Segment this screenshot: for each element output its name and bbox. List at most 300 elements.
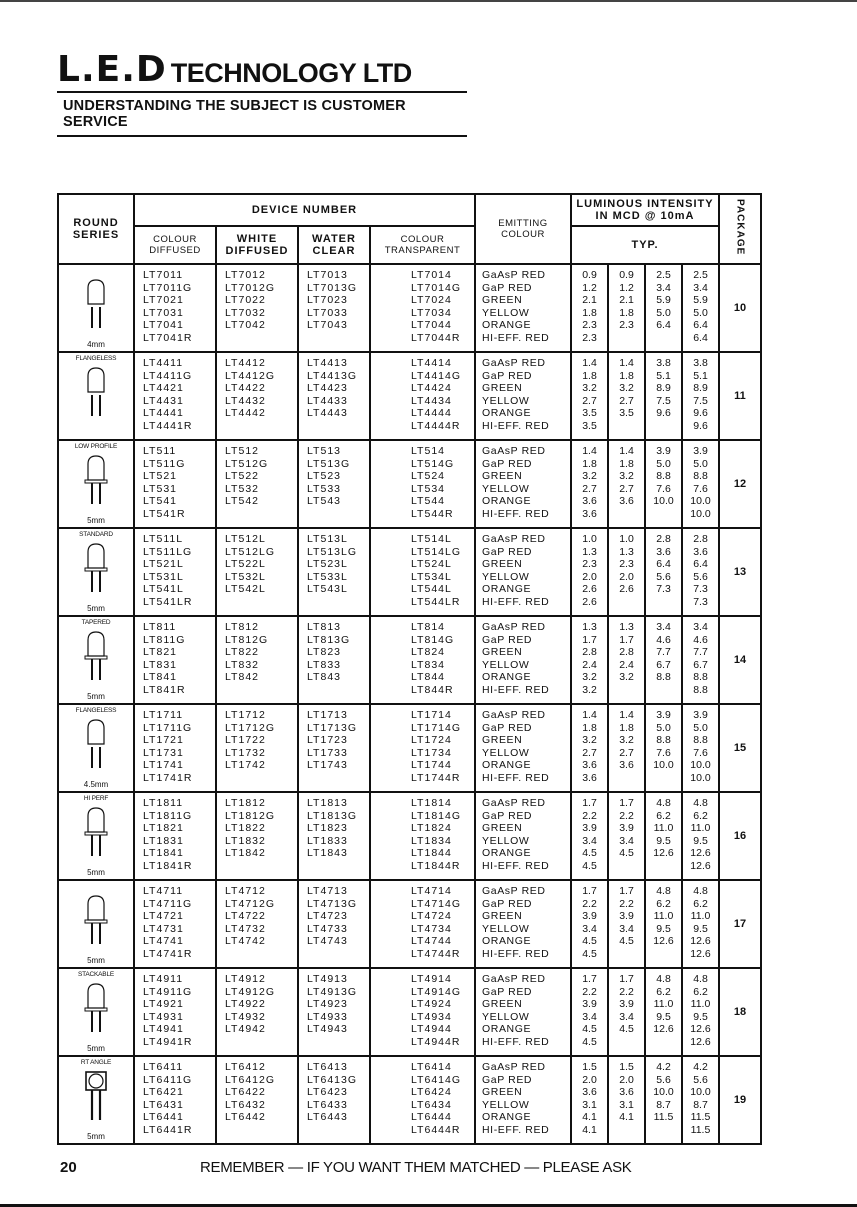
cell-value: LT4912G <box>225 985 275 998</box>
cell-value: 1.7 <box>582 973 597 985</box>
cell-value: 3.4 <box>656 621 671 633</box>
cell-value: LT7032 <box>225 306 266 319</box>
cell-value: 11.0 <box>690 998 711 1011</box>
cell-value: 4.5 <box>582 1035 597 1048</box>
cell-value: LT4433 <box>307 394 348 407</box>
cell-value: 3.2 <box>582 382 597 395</box>
logo-letters: L.E.D <box>57 49 167 90</box>
luminous-intensity-cell <box>645 352 682 440</box>
cell-value: 4.5 <box>582 859 597 872</box>
cell-value: 0.9 <box>582 269 597 281</box>
cell-value: 1.3 <box>582 621 597 633</box>
cell-value: HI-EFF. RED <box>482 771 550 784</box>
cell-value: 4.8 <box>656 973 671 985</box>
cell-value: 4.1 <box>619 1111 634 1124</box>
cell-value: LT4922 <box>225 998 266 1011</box>
emitting-colour-cell <box>475 880 571 968</box>
emitting-colour-cell <box>475 440 571 528</box>
cell-value: LT1712G <box>225 721 275 734</box>
divider <box>57 135 467 137</box>
white-diffused-cell <box>216 616 298 704</box>
cell-value: 1.4 <box>619 357 634 369</box>
cell-value: LT1741 <box>143 759 184 772</box>
luminous-intensity-cell <box>645 616 682 704</box>
cell-value: LT541LR <box>143 595 193 608</box>
cell-value: 1.8 <box>619 369 634 382</box>
cell-value: LT1813 <box>307 797 348 809</box>
emitting-colour-cell <box>475 704 571 792</box>
header-water-clear: WATER CLEAR <box>298 226 370 264</box>
cell-value: 3.2 <box>582 683 597 696</box>
luminous-intensity-cell <box>682 968 719 1056</box>
colour-transparent-cell <box>370 968 475 1056</box>
size-label: 5mm <box>87 956 105 965</box>
cell-value: 2.7 <box>619 482 634 495</box>
luminous-intensity-cell <box>571 704 608 792</box>
cell-value: LT4942 <box>225 1023 266 1036</box>
luminous-intensity-cell <box>571 792 608 880</box>
cell-value: 3.9 <box>656 445 671 457</box>
cell-value: LT843 <box>307 671 341 684</box>
header-typ: TYP. <box>571 226 719 264</box>
package-number: 18 <box>719 968 761 1056</box>
cell-value: LT1743 <box>307 759 348 772</box>
cell-value: 4.8 <box>656 797 671 809</box>
colour-transparent-cell <box>370 880 475 968</box>
led-flanged-icon <box>83 894 109 946</box>
cell-value: LT1813G <box>307 809 357 822</box>
luminous-intensity-cell <box>682 880 719 968</box>
cell-value: LT4441R <box>143 419 193 432</box>
cell-value: LT1821 <box>143 822 184 835</box>
cell-value: 2.7 <box>582 482 597 495</box>
header-device-number: DEVICE NUMBER <box>134 194 475 226</box>
cell-value: YELLOW <box>482 658 530 671</box>
cell-value: LT514 <box>411 445 445 457</box>
cell-value: 2.3 <box>582 331 597 344</box>
cell-value: LT1811 <box>143 797 184 809</box>
cell-value: LT1744 <box>411 759 452 772</box>
cell-value: 12.6 <box>690 847 711 860</box>
size-label: 5mm <box>87 868 105 877</box>
size-label: 5mm <box>87 1132 105 1141</box>
cell-value: LT6441 <box>143 1111 184 1124</box>
cell-value: 4.6 <box>693 633 708 646</box>
cell-value: LT522 <box>225 470 259 483</box>
cell-value: 1.5 <box>582 1061 597 1073</box>
cell-value: LT812 <box>225 621 259 633</box>
cell-value: 2.5 <box>656 269 671 281</box>
cell-value: LT1844 <box>411 847 452 860</box>
series-cell <box>58 352 134 440</box>
colour-transparent-cell <box>370 264 475 352</box>
cell-value: LT531 <box>143 482 177 495</box>
cell-value: LT7041R <box>143 331 193 344</box>
cell-value: LT811 <box>143 621 177 633</box>
cell-value: LT6444 <box>411 1111 452 1124</box>
cell-value: LT1711 <box>143 709 184 721</box>
cell-value: ORANGE <box>482 583 532 596</box>
cell-value: LT514G <box>411 457 455 470</box>
cell-value: 3.4 <box>656 281 671 294</box>
cell-value: 8.8 <box>693 671 708 684</box>
cell-value: 1.8 <box>582 457 597 470</box>
cell-value: 3.2 <box>582 470 597 483</box>
cell-value: LT7041 <box>143 319 184 332</box>
cell-value: 3.4 <box>693 281 708 294</box>
cell-value: 5.1 <box>656 369 671 382</box>
cell-value: 3.4 <box>582 922 597 935</box>
cell-value: YELLOW <box>482 1010 530 1023</box>
cell-value: HI-EFF. RED <box>482 1035 550 1048</box>
cell-value: 5.0 <box>656 721 671 734</box>
cell-value <box>609 508 644 521</box>
cell-value: 4.5 <box>582 1023 597 1036</box>
cell-value: LT512 <box>225 445 259 457</box>
luminous-intensity-cell <box>608 352 645 440</box>
table-row <box>58 616 761 704</box>
cell-value: 3.9 <box>693 709 708 721</box>
cell-value: GaP RED <box>482 457 533 470</box>
cell-value: 10.0 <box>653 1086 674 1099</box>
cell-value: 4.5 <box>619 1023 634 1036</box>
cell-value: ORANGE <box>482 495 532 508</box>
cell-value <box>646 772 681 785</box>
cell-value: LT4911 <box>143 973 184 985</box>
cell-value: LT513LG <box>307 545 357 558</box>
footer-slogan: REMEMBER — IF YOU WANT THEM MATCHED — PLEASE ASK <box>200 1159 632 1176</box>
logo <box>57 48 467 88</box>
water-clear-cell <box>298 440 370 528</box>
brand-header <box>57 48 467 137</box>
cell-value: LT4924 <box>411 998 452 1011</box>
luminous-intensity-cell <box>571 880 608 968</box>
cell-value: 1.2 <box>582 281 597 294</box>
luminous-intensity-cell <box>571 616 608 704</box>
cell-value: 6.2 <box>656 897 671 910</box>
cell-value: LT1822 <box>225 822 266 835</box>
colour-diffused-cell <box>134 968 216 1056</box>
cell-value: 7.5 <box>693 394 708 407</box>
cell-value: 1.4 <box>582 445 597 457</box>
cell-value: LT4422 <box>225 382 266 395</box>
cell-value: 8.7 <box>656 1098 671 1111</box>
cell-value: LT1841R <box>143 859 193 872</box>
cell-value: GREEN <box>482 998 523 1011</box>
package-number: 17 <box>719 880 761 968</box>
cell-value: 10.0 <box>690 759 711 772</box>
cell-value: LT4441 <box>143 407 184 420</box>
cell-value: LT6444R <box>411 1123 461 1136</box>
emitting-colour-cell <box>475 968 571 1056</box>
colour-transparent-cell <box>370 1056 475 1144</box>
cell-value: GaP RED <box>482 633 533 646</box>
cell-value: ORANGE <box>482 1023 532 1036</box>
cell-value: 4.2 <box>693 1061 708 1073</box>
cell-value: 2.2 <box>619 897 634 910</box>
cell-value: 7.5 <box>656 394 671 407</box>
cell-value: 2.2 <box>619 985 634 998</box>
cell-value: 8.8 <box>656 671 671 684</box>
led-rt-angle-icon <box>83 1070 109 1122</box>
cell-value: LT4721 <box>143 910 184 923</box>
led-flangeless-icon <box>83 366 109 418</box>
water-clear-cell <box>298 352 370 440</box>
table-row <box>58 880 761 968</box>
table-row <box>58 792 761 880</box>
cell-value: 7.3 <box>693 583 708 596</box>
cell-value: 1.0 <box>582 533 597 545</box>
white-diffused-cell <box>216 968 298 1056</box>
cell-value: 2.7 <box>582 746 597 759</box>
luminous-intensity-cell <box>645 968 682 1056</box>
cell-value: LT4943 <box>307 1023 348 1036</box>
cell-value: LT6421 <box>143 1086 184 1099</box>
cell-value: GaP RED <box>482 1073 533 1086</box>
cell-value: 5.9 <box>693 294 708 307</box>
cell-value: 3.4 <box>582 1010 597 1023</box>
cell-value: LT513L <box>307 533 348 545</box>
cell-value: LT831 <box>143 658 177 671</box>
cell-value: 2.8 <box>582 646 597 659</box>
cell-value: LT4711G <box>143 897 193 910</box>
cell-value: LT7042 <box>225 319 266 332</box>
cell-value: 4.8 <box>693 885 708 897</box>
cell-value: LT544 <box>411 495 445 508</box>
cell-value: 3.4 <box>582 834 597 847</box>
cell-value: 9.6 <box>656 407 671 420</box>
cell-value: 1.8 <box>582 721 597 734</box>
cell-value: 4.8 <box>693 797 708 809</box>
cell-value: LT1731 <box>143 746 184 759</box>
cell-value: 6.2 <box>656 985 671 998</box>
cell-value: LT4713 <box>307 885 348 897</box>
cell-value: LT4714G <box>411 897 461 910</box>
cell-value: YELLOW <box>482 1098 530 1111</box>
cell-value <box>646 420 681 433</box>
cell-value: LT512LG <box>225 545 275 558</box>
series-cell <box>58 528 134 616</box>
cell-value: LT523L <box>307 558 348 571</box>
cell-value: LT1841 <box>143 847 184 860</box>
cell-value: 9.5 <box>656 1010 671 1023</box>
cell-value: LT4941R <box>143 1035 193 1048</box>
colour-diffused-cell <box>134 1056 216 1144</box>
cell-value <box>646 1036 681 1049</box>
cell-value: 8.8 <box>693 683 708 696</box>
series-label: LOW PROFILE <box>74 443 118 450</box>
cell-value: 6.2 <box>656 809 671 822</box>
cell-value: 3.2 <box>582 734 597 747</box>
cell-value: ORANGE <box>482 319 532 332</box>
cell-value: LT7023 <box>307 294 348 307</box>
cell-value: LT1744R <box>411 771 461 784</box>
package-number: 14 <box>719 616 761 704</box>
led-spec-table <box>57 193 762 1145</box>
cell-value: LT4944 <box>411 1023 452 1036</box>
cell-value: 6.2 <box>693 897 708 910</box>
water-clear-cell <box>298 704 370 792</box>
colour-transparent-cell <box>370 528 475 616</box>
cell-value: LT6422 <box>225 1086 266 1099</box>
cell-value: LT1722 <box>225 734 266 747</box>
cell-value: LT7014G <box>411 281 461 294</box>
luminous-intensity-cell <box>682 264 719 352</box>
cell-value: LT4913 <box>307 973 348 985</box>
cell-value: 12.6 <box>690 947 711 960</box>
cell-value: LT7013G <box>307 281 357 294</box>
cell-value: 5.0 <box>693 306 708 319</box>
cell-value: 3.6 <box>619 495 634 508</box>
cell-value: GREEN <box>482 646 523 659</box>
series-label: FLANGELESS <box>75 355 117 362</box>
cell-value: LT842 <box>225 671 259 684</box>
cell-value: LT7021 <box>143 294 184 307</box>
cell-value: YELLOW <box>482 306 530 319</box>
cell-value: LT1812 <box>225 797 266 809</box>
cell-value: LT4732 <box>225 922 266 935</box>
luminous-intensity-cell <box>608 616 645 704</box>
cell-value: 4.8 <box>656 885 671 897</box>
luminous-intensity-cell <box>645 704 682 792</box>
table-row <box>58 528 761 616</box>
cell-value: LT824 <box>411 646 445 659</box>
cell-value: 3.8 <box>693 357 708 369</box>
table-row <box>58 704 761 792</box>
cell-value: LT4411G <box>143 369 193 382</box>
cell-value: 4.5 <box>619 847 634 860</box>
cell-value: 11.0 <box>653 822 674 835</box>
series-cell <box>58 704 134 792</box>
cell-value: 3.5 <box>619 407 634 420</box>
cell-value: GaP RED <box>482 369 533 382</box>
white-diffused-cell <box>216 704 298 792</box>
cell-value: LT4432 <box>225 394 266 407</box>
cell-value: 1.3 <box>619 621 634 633</box>
cell-value: LT1721 <box>143 734 184 747</box>
cell-value: LT7043 <box>307 319 348 332</box>
series-cell <box>58 616 134 704</box>
series-label <box>59 267 133 276</box>
cell-value: LT4434 <box>411 394 452 407</box>
cell-value: LT4741R <box>143 947 193 960</box>
cell-value: LT6413G <box>307 1073 357 1086</box>
cell-value: LT513G <box>307 457 351 470</box>
luminous-intensity-cell <box>571 440 608 528</box>
size-label: 5mm <box>87 604 105 613</box>
cell-value: LT514LG <box>411 545 461 558</box>
cell-value: 3.9 <box>582 822 597 835</box>
cell-value: 3.9 <box>582 998 597 1011</box>
cell-value: LT6434 <box>411 1098 452 1111</box>
cell-value: LT4744 <box>411 935 452 948</box>
cell-value: 1.7 <box>619 797 634 809</box>
cell-value <box>609 596 644 609</box>
cell-value: LT511LG <box>143 545 193 558</box>
cell-value: 3.6 <box>656 545 671 558</box>
cell-value: 5.0 <box>656 306 671 319</box>
cell-value: 1.7 <box>619 633 634 646</box>
cell-value: 1.8 <box>582 369 597 382</box>
table-row <box>58 440 761 528</box>
cell-value: GaP RED <box>482 545 533 558</box>
cell-value: LT7014 <box>411 269 452 281</box>
cell-value: 12.6 <box>690 1035 711 1048</box>
cell-value: 1.4 <box>582 357 597 369</box>
cell-value: 11.5 <box>690 1111 711 1124</box>
cell-value: LT4914G <box>411 985 461 998</box>
luminous-intensity-cell <box>682 792 719 880</box>
cell-value: LT833 <box>307 658 341 671</box>
luminous-intensity-cell <box>645 528 682 616</box>
cell-value: LT4744R <box>411 947 461 960</box>
luminous-intensity-cell <box>571 968 608 1056</box>
cell-value: 2.7 <box>619 746 634 759</box>
cell-value: LT7012 <box>225 269 266 281</box>
cell-value: LT7011 <box>143 269 184 281</box>
cell-value: 6.7 <box>693 658 708 671</box>
cell-value: 7.6 <box>693 746 708 759</box>
colour-transparent-cell <box>370 440 475 528</box>
series-label: HI PERF <box>83 795 109 802</box>
cell-value: LT4443 <box>307 407 348 420</box>
package-number: 13 <box>719 528 761 616</box>
cell-value: 3.4 <box>619 1010 634 1023</box>
cell-value: 1.7 <box>619 973 634 985</box>
cell-value: GREEN <box>482 558 523 571</box>
cell-value: 0.9 <box>619 269 634 281</box>
cell-value: 9.5 <box>693 1010 708 1023</box>
cell-value <box>609 772 644 785</box>
cell-value: LT531L <box>143 570 184 583</box>
cell-value: LT1714 <box>411 709 452 721</box>
cell-value: 4.5 <box>582 935 597 948</box>
cell-value: 4.5 <box>619 935 634 948</box>
cell-value: 3.6 <box>693 545 708 558</box>
cell-value: LT4414G <box>411 369 461 382</box>
colour-diffused-cell <box>134 352 216 440</box>
cell-value: LT6423 <box>307 1086 348 1099</box>
cell-value: 11.0 <box>653 910 674 923</box>
cell-value: 7.3 <box>693 595 708 608</box>
luminous-intensity-cell <box>608 264 645 352</box>
cell-value: YELLOW <box>482 922 530 935</box>
cell-value: LT7034 <box>411 306 452 319</box>
cell-value: GREEN <box>482 1086 523 1099</box>
cell-value: 1.7 <box>619 885 634 897</box>
cell-value: 4.6 <box>656 633 671 646</box>
cell-value: 1.8 <box>619 721 634 734</box>
cell-value: LT4444 <box>411 407 452 420</box>
cell-value: LT1741R <box>143 771 193 784</box>
cell-value: LT6412 <box>225 1061 266 1073</box>
cell-value: 1.5 <box>619 1061 634 1073</box>
white-diffused-cell <box>216 352 298 440</box>
cell-value: LT4413 <box>307 357 348 369</box>
series-cell <box>58 264 134 352</box>
cell-value: 2.3 <box>619 319 634 332</box>
series-label: RT ANGLE <box>80 1059 112 1066</box>
colour-diffused-cell <box>134 704 216 792</box>
cell-value: LT4713G <box>307 897 357 910</box>
cell-value <box>609 1124 644 1137</box>
cell-value: 3.9 <box>693 445 708 457</box>
cell-value: LT524L <box>411 558 452 571</box>
cell-value: GaAsP RED <box>482 357 546 369</box>
cell-value: LT4712 <box>225 885 266 897</box>
emitting-colour-cell <box>475 528 571 616</box>
cell-value: 2.0 <box>582 570 597 583</box>
